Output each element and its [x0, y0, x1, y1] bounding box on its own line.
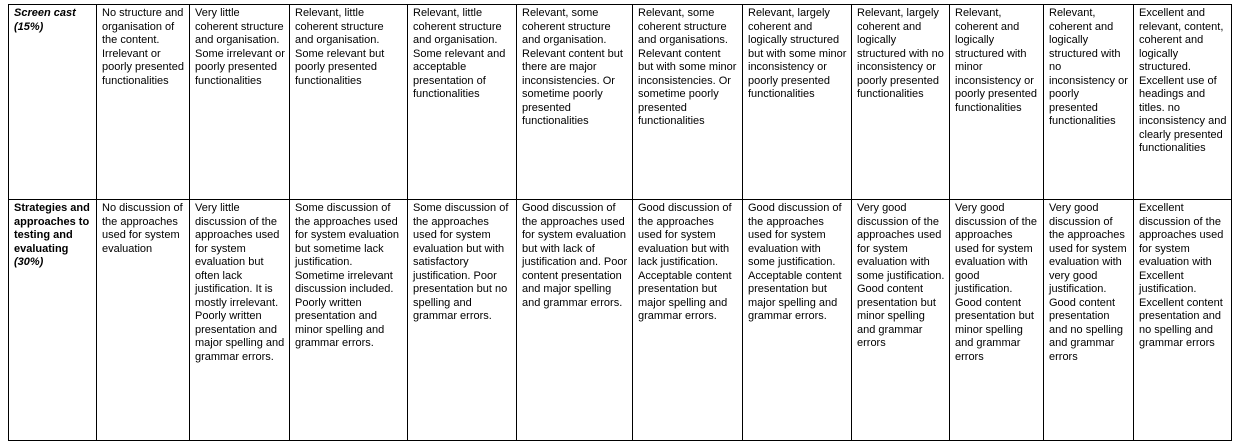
- rubric-cell: Relevant, largely coherent and logically structured with no inconsistency or poorly presented functionalities: [852, 5, 950, 200]
- rubric-cell: Relevant, little coherent structure and organisation. Some relevant but poorly presented functionalities: [290, 5, 408, 200]
- rubric-cell: Relevant, some coherent structure and organisations. Relevant content but with some minor inconsistencies. Or sometime poorly presented functionalities: [633, 5, 743, 200]
- rubric-cell: Good discussion of the approaches used for system evaluation but with lack of justification and. Poor content presentation and major spelling and grammar errors.: [517, 200, 633, 441]
- table-row-strategies: [9, 200, 1232, 441]
- rubric-cell: Very good discussion of the approaches used for system evaluation with very good justification. Good content presentation and no spelling and grammar errors: [1044, 200, 1134, 441]
- table-row-screencast: [9, 5, 1232, 200]
- row-label-strategies: [9, 200, 97, 441]
- rubric-cell: Excellent discussion of the approaches used for system evaluation with Excellent justification. Excellent content presentation and no spelling and grammar errors: [1134, 200, 1232, 441]
- rubric-cell: Relevant, coherent and logically structured with minor inconsistency or poorly presented functionalities: [950, 5, 1044, 200]
- rubric-cell: Some discussion of the approaches used for system evaluation but with satisfactory justification. Poor presentation but no spelling and grammar errors.: [408, 200, 517, 441]
- rubric-cell: Relevant, some coherent structure and organisation. Relevant content but there are major inconsistencies. Or sometime poorly presented functionalities: [517, 5, 633, 200]
- row-label-screencast: [9, 5, 97, 200]
- rubric-cell: Relevant, little coherent structure and organisation. Some relevant and acceptable presentation of functionalities: [408, 5, 517, 200]
- rubric-cell: Very good discussion of the approaches used for system evaluation with some justification. Good content presentation but minor spelling and grammar errors: [852, 200, 950, 441]
- rubric-cell: Excellent and relevant, content, coherent and logically structured. Excellent use of headings and titles. no inconsistency and clearly presented functionalities: [1134, 5, 1232, 200]
- rubric-cell: No structure and organisation of the content. Irrelevant or poorly presented functionalities: [97, 5, 190, 200]
- rubric-cell: Relevant, largely coherent and logically structured but with some minor inconsistency or poorly presented functionalities: [743, 5, 852, 200]
- rubric-cell: Very good discussion of the approaches used for system evaluation with good justification. Good content presentation but minor spelling and grammar errors: [950, 200, 1044, 441]
- grading-rubric-table: [8, 4, 1232, 441]
- row-label-title: Screen cast: [14, 7, 76, 19]
- rubric-cell: Relevant, coherent and logically structured with no inconsistency or poorly presented functionalities: [1044, 5, 1134, 200]
- row-label-title: Strategies and approaches to testing and evaluating: [14, 202, 90, 255]
- rubric-cell: Good discussion of the approaches used for system evaluation but with lack justification. Acceptable content presentation but major spelling and grammar errors.: [633, 200, 743, 441]
- rubric-cell: Very little discussion of the approaches used for system evaluation but often lack justification. It is mostly irrelevant. Poorly written presentation and major spelling and grammar errors.: [190, 200, 290, 441]
- row-label-weight: (15%): [14, 20, 44, 33]
- rubric-cell: Good discussion of the approaches used for system evaluation with some justification. Acceptable content presentation but major spelling and grammar errors.: [743, 200, 852, 441]
- row-label-weight: (30%): [14, 256, 44, 268]
- rubric-cell: No discussion of the approaches used for system evaluation: [97, 200, 190, 441]
- rubric-cell: Very little coherent structure and organisation. Some irrelevant or poorly presented functionalities: [190, 5, 290, 200]
- rubric-cell: Some discussion of the approaches used for system evaluation but sometime lack justification. Sometime irrelevant discussion included. Poorly written presentation and minor spelling and grammar errors.: [290, 200, 408, 441]
